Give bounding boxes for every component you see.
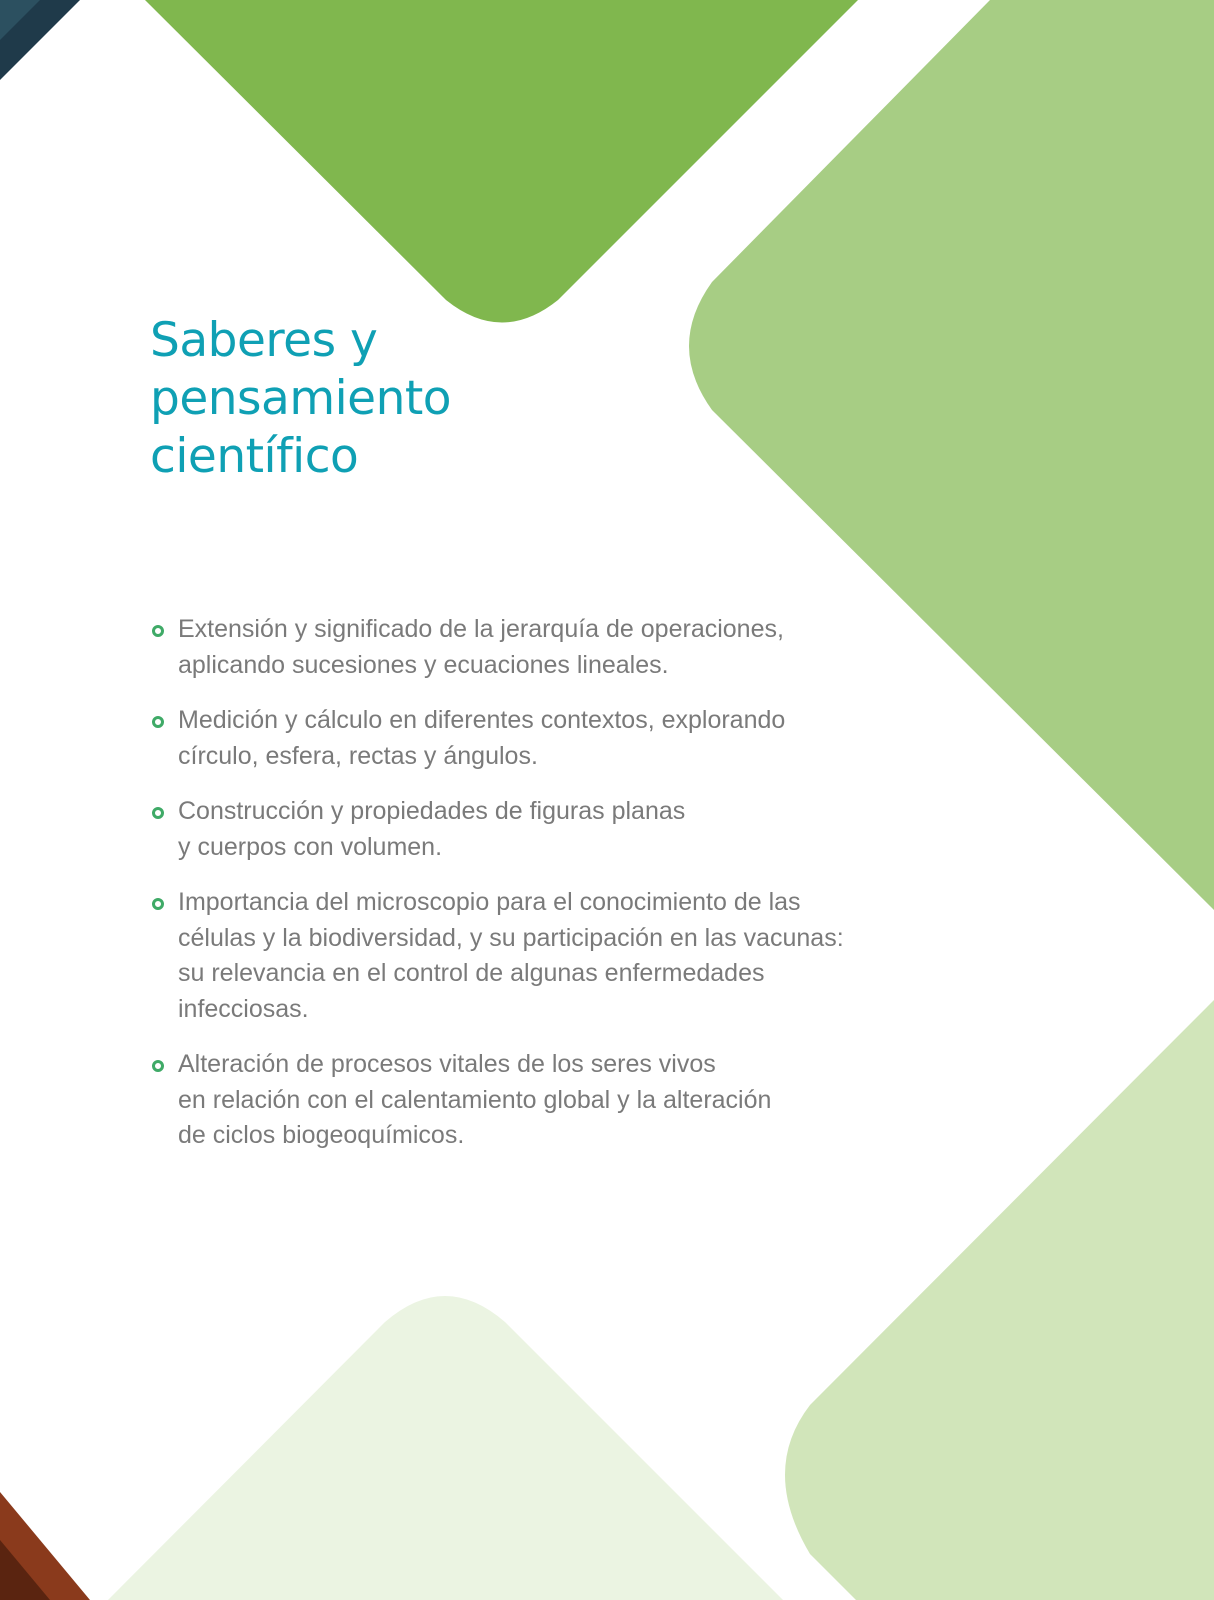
item-text-line: Construcción y propiedades de figuras planas bbox=[178, 797, 686, 825]
item-text-line: su relevancia en el control de algunas enfermedades bbox=[178, 959, 765, 987]
item-text-line: Extensión y significado de la jerarquía de operaciones, bbox=[178, 615, 784, 643]
list-item bbox=[150, 794, 870, 865]
list-item bbox=[150, 703, 870, 774]
item-text-line: Importancia del microscopio para el conocimiento de las bbox=[178, 888, 801, 916]
bullet-ring-icon bbox=[152, 807, 164, 819]
title-line: Saberes y bbox=[150, 313, 378, 368]
bullet-ring-icon bbox=[152, 625, 164, 637]
bullet-ring-icon bbox=[152, 898, 164, 910]
list-item bbox=[150, 1047, 870, 1154]
item-text-line: círculo, esfera, rectas y ángulos. bbox=[178, 741, 538, 770]
saberes-list bbox=[150, 612, 870, 1174]
item-text-line: y cuerpos con volumen. bbox=[178, 832, 443, 861]
item-text-line: células y la biodiversidad, y su participación en las vacunas: bbox=[178, 923, 844, 952]
diamond-bottom-pale-green bbox=[108, 1296, 783, 1600]
list-item bbox=[150, 885, 870, 1027]
item-text-line: de ciclos biogeoquímicos. bbox=[178, 1121, 465, 1149]
item-text-line: aplicando sucesiones y ecuaciones lineales. bbox=[178, 650, 669, 679]
item-text-line: Alteración de procesos vitales de los seres vivos bbox=[178, 1050, 716, 1078]
bullet-ring-icon bbox=[152, 716, 164, 728]
title-line: científico bbox=[150, 429, 359, 484]
page-title bbox=[150, 312, 570, 486]
bullet-ring-icon bbox=[152, 1060, 164, 1072]
item-text-line: en relación con el calentamiento global y la alteración bbox=[178, 1085, 772, 1114]
title-line: pensamiento bbox=[150, 371, 452, 426]
item-text-line: Medición y cálculo en diferentes contextos, explorando bbox=[178, 706, 786, 734]
list-item bbox=[150, 612, 870, 683]
item-text-line: infecciosas. bbox=[178, 994, 309, 1023]
